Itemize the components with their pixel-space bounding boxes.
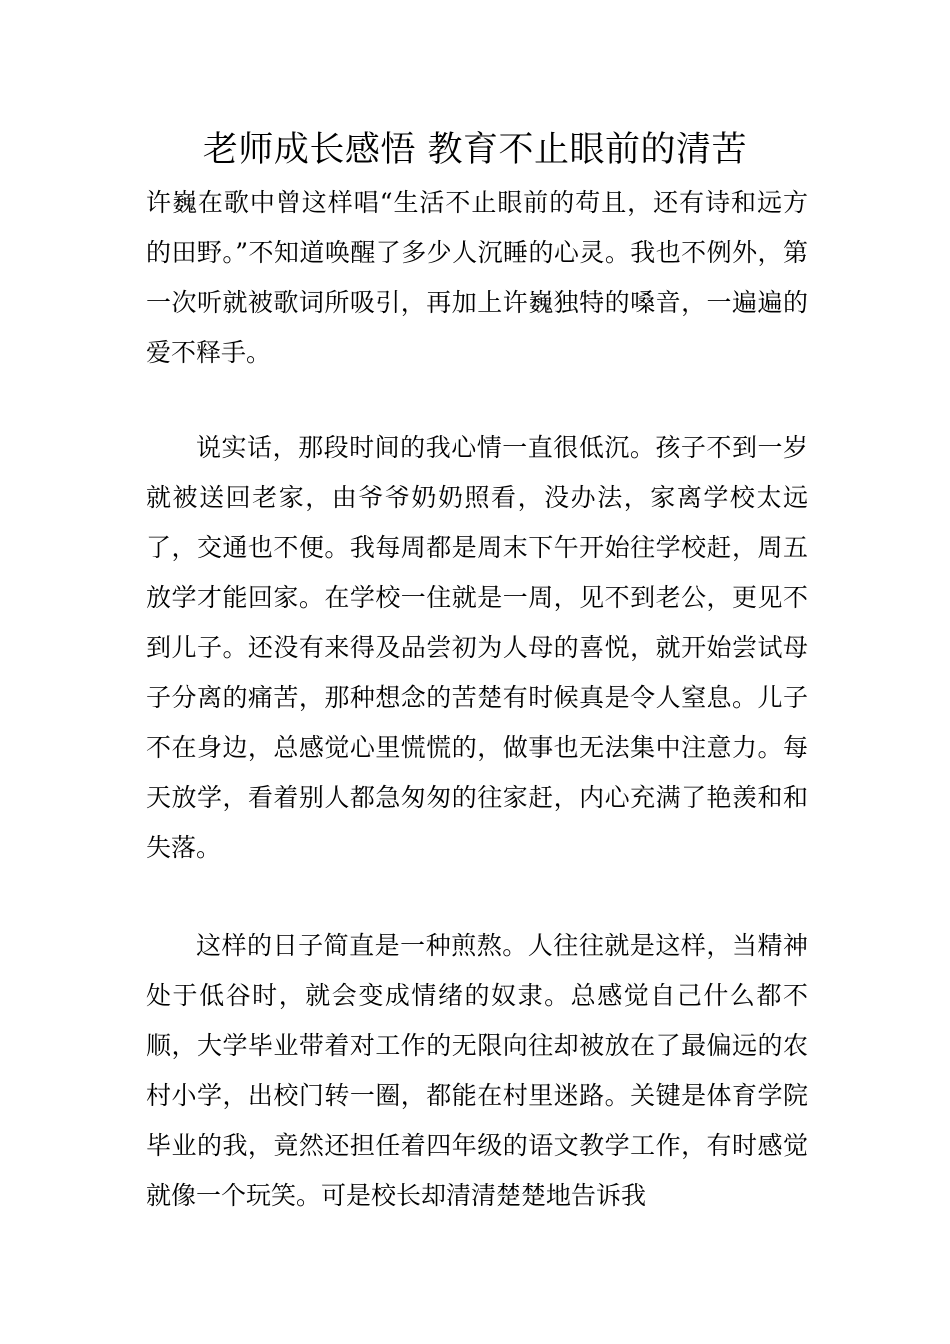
paragraph-2: 说实话，那段时间的我心情一直很低沉。孩子不到一岁就被送回老家，由爷爷奶奶照看，没办法，家离学校太远了，交通也不便。我每周都是周末下午开始往学校赶，周五放学才能回家。在学校一住就是一周，见不到老公，更见不到儿子。还没有来得及品尝初为人母的喜悦，就开始尝试母子分离的痛苦，那种想念的苦楚有时候真是令人窒息。儿子不在身边，总感觉心里慌慌的，做事也无法集中注意力。每天放学，看着别人都急匆匆的往家赶，内心充满了艳羡和和失落。 <box>146 433 808 862</box>
document-title: 老师成长感悟 教育不止眼前的清苦 <box>202 130 748 170</box>
paragraph-3: 这样的日子简直是一种煎熬。人往往就是这样，当精神处于低谷时，就会变成情绪的奴隶。总感觉自己什么都不顺，大学毕业带着对工作的无限向往却被放在了最偏远的农村小学，出校门转一圈，都能在村里迷路。关键是体育学院毕业的我，竟然还担任着四年级的语文教学工作，有时感觉就像一个玩笑。可是校长却清清楚楚地告诉我 <box>146 931 808 1210</box>
paragraph-1: 许巍在歌中曾这样唱“生活不止眼前的苟且，还有诗和远方的田野。”不知道唤醒了多少人沉睡的心灵。我也不例外，第一次听就被歌词所吸引，再加上许巍独特的嗓音，一遍遍的爱不释手。 <box>146 188 808 367</box>
